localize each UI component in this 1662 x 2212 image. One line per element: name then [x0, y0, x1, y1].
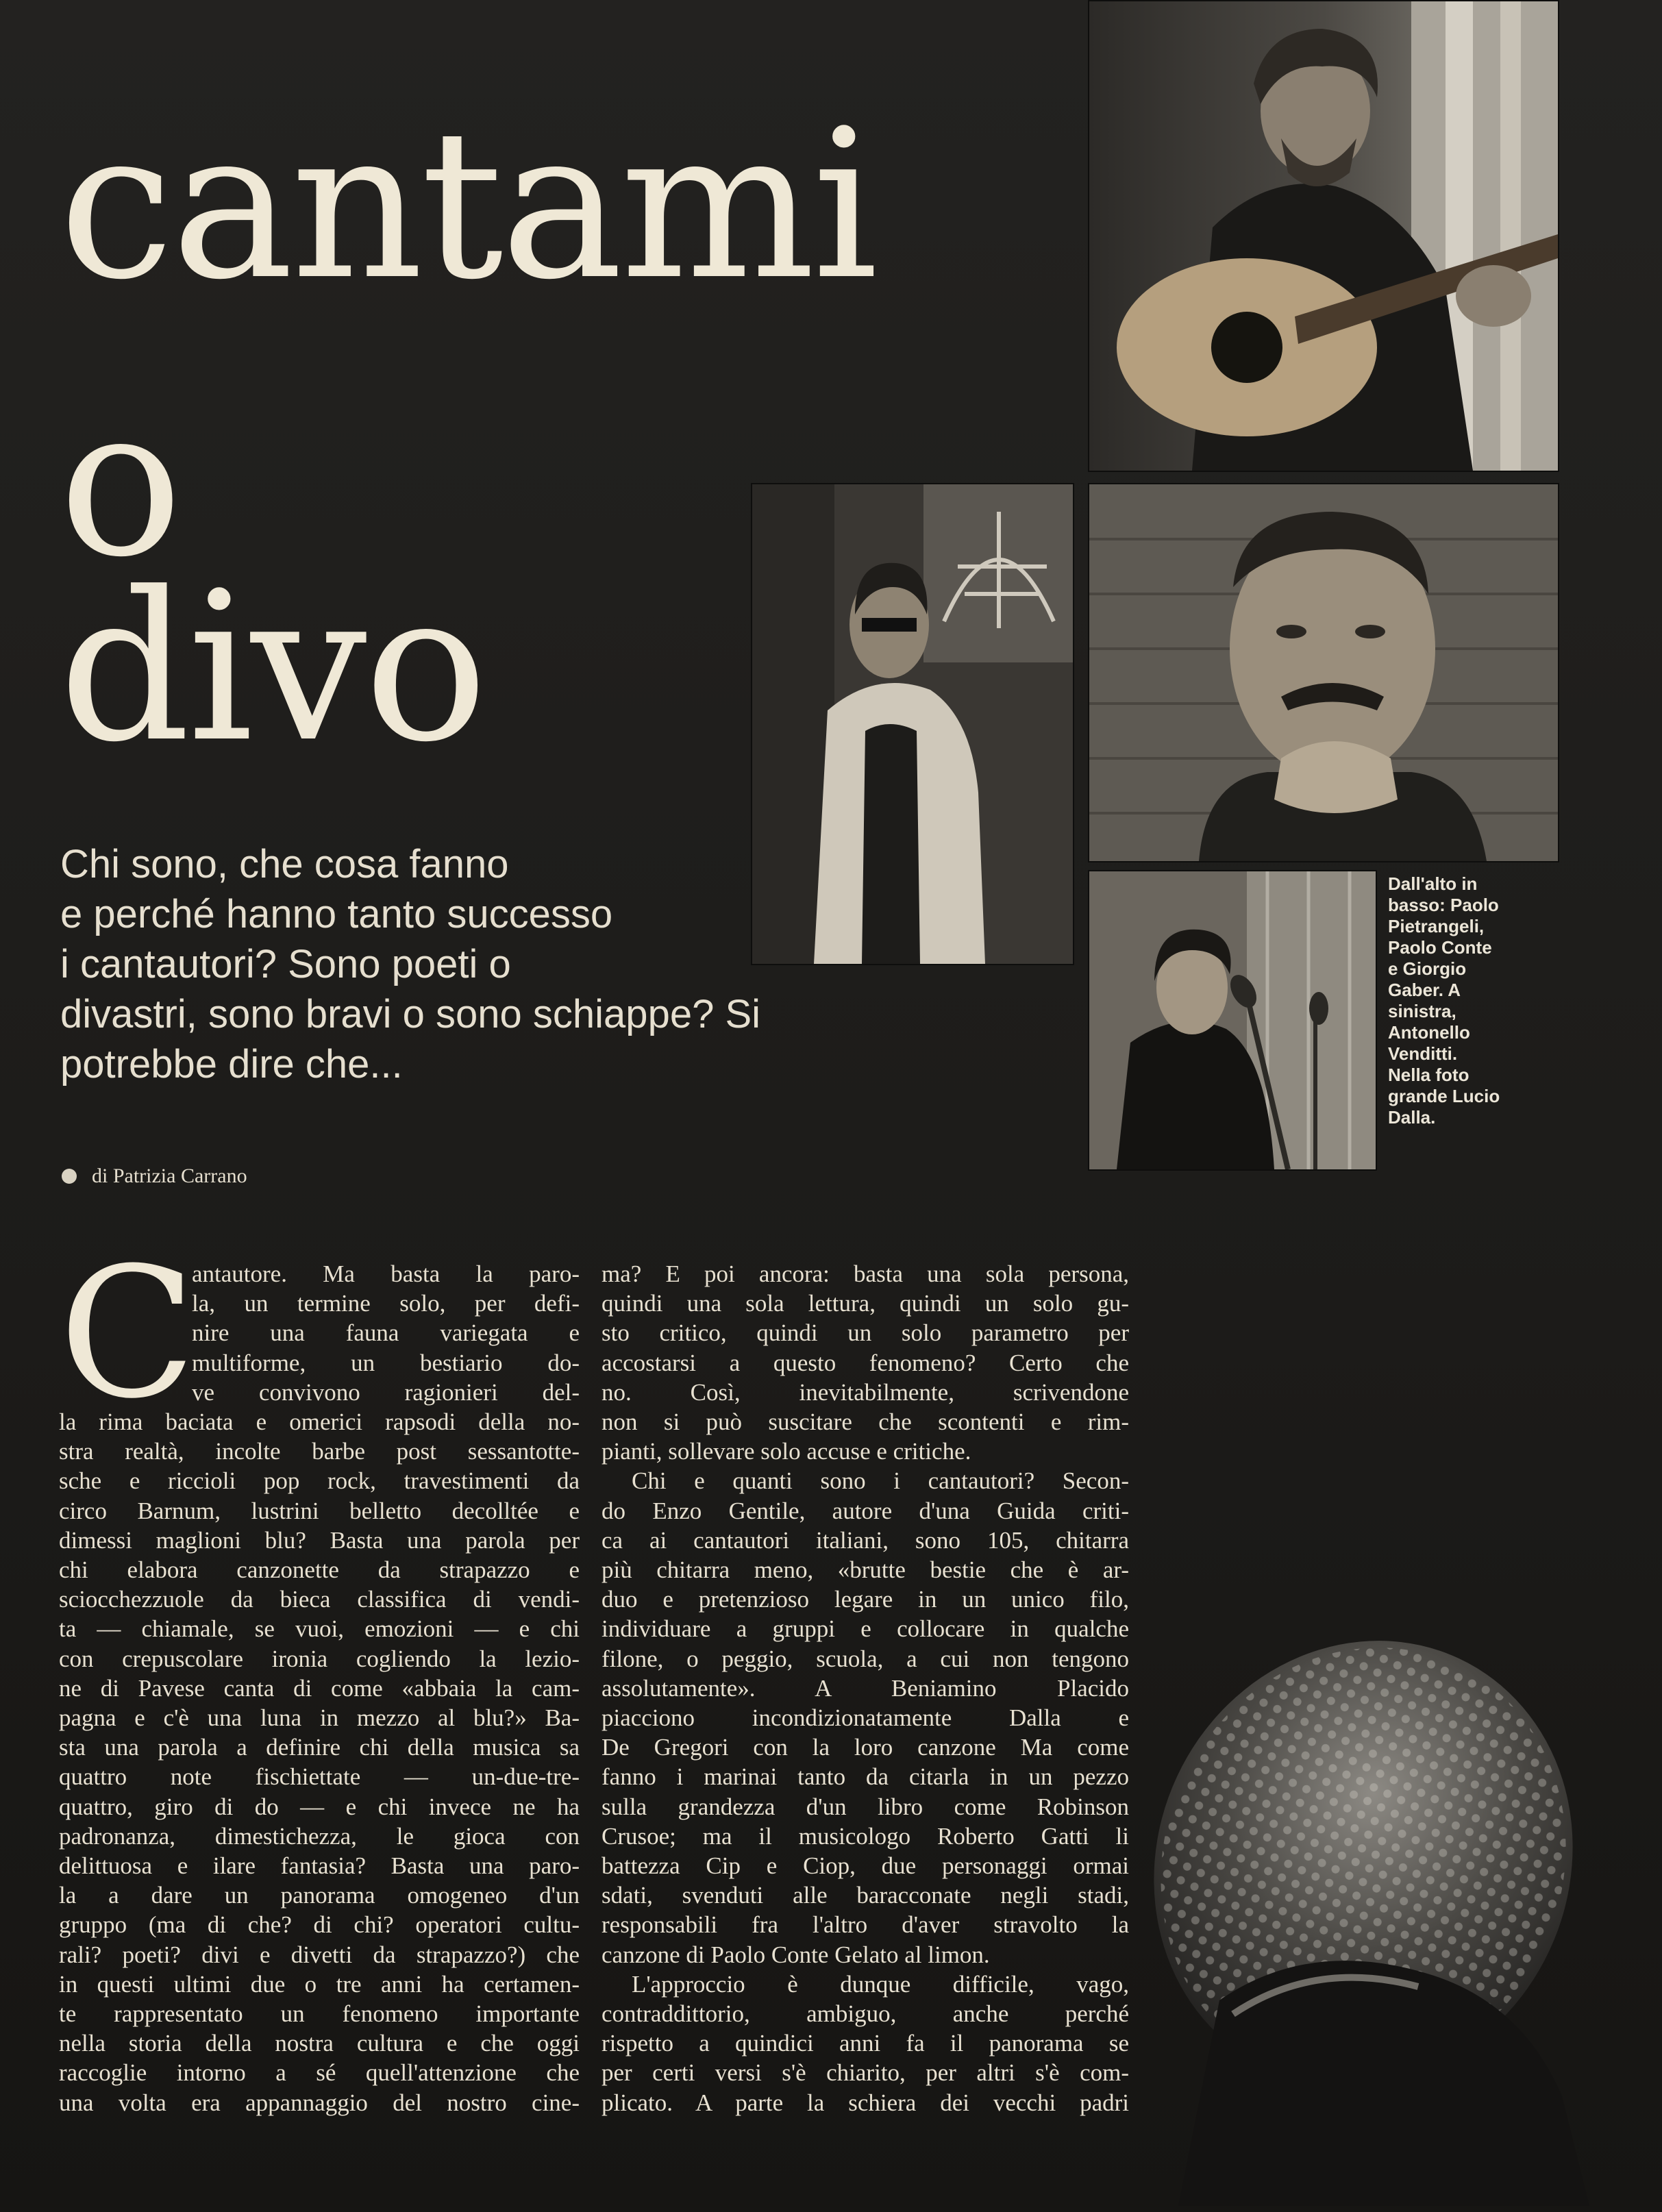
- text-line: stra realtà, incolte barbe post sessantotte-: [59, 1438, 580, 1465]
- text-line: canzone di Paolo Conte Gelato al limon.: [601, 1941, 990, 1968]
- text-line: contraddittorio, ambiguo, anche perché: [601, 2000, 1129, 2028]
- text-line: quattro, giro di do — e chi invece ne ha: [59, 1793, 580, 1820]
- text-line: raccoglie intorno a sé quell'attenzione che: [59, 2059, 580, 2087]
- dek-line: Chi sono, che cosa fanno: [60, 842, 509, 886]
- text-line: pagna e c'è una luna in mezzo al blu?» Ba-: [59, 1704, 580, 1732]
- text-line: De Gregori con la loro canzone Ma come: [601, 1734, 1129, 1761]
- text-line: chi elabora canzonette da strapazzo e: [59, 1556, 580, 1584]
- text-line: piacciono incondizionatamente Dalla e: [601, 1704, 1129, 1732]
- text-line: pianti, sollevare solo accuse e critiche.: [601, 1438, 971, 1465]
- microphone-image: [1137, 1617, 1603, 2206]
- text-line: più chitarra meno, «brutte bestie che è ar-: [601, 1556, 1129, 1584]
- caption-line: Paolo Conte: [1388, 937, 1492, 958]
- text-line: quattro note fischiettate — un-due-tre-: [59, 1763, 580, 1791]
- photo-singer-microphone: [1088, 870, 1377, 1171]
- text-line: te rappresentato un fenomeno importante: [59, 2000, 580, 2028]
- text-line: multiforme, un bestiario do-: [192, 1349, 580, 1376]
- text-line: delittuosa e ilare fantasia? Basta una paro-: [59, 1852, 580, 1880]
- photo-portrait-hand-chin: [1088, 483, 1559, 862]
- headline-word-1: cantami: [59, 86, 876, 325]
- guitarist-image: [1089, 1, 1558, 471]
- text-line: quindi una sola lettura, quindi un solo gu-: [601, 1290, 1129, 1317]
- text-line: responsabili fra l'altro d'aver stravolto la: [601, 1911, 1129, 1939]
- text-line: L'approccio è dunque difficile, vago,: [632, 1970, 1129, 1998]
- text-line: rali? poeti? divi e divetti da strapazzo?) che: [59, 1941, 580, 1968]
- text-line: sta una parola a definire chi della musica sa: [59, 1734, 580, 1761]
- text-line: in questi ultimi due o tre anni ha certamen-: [59, 1970, 580, 1998]
- text-line: do Enzo Gentile, autore d'una Guida criti-: [601, 1497, 1129, 1524]
- text-line: una volta era appannaggio del nostro cine-: [59, 2089, 580, 2116]
- text-line: sto critico, quindi un solo parametro per: [601, 1319, 1129, 1347]
- text-line: nire una fauna variegata e: [192, 1319, 580, 1347]
- dek-line: potrebbe dire che...: [60, 1042, 403, 1086]
- photo-caption: [1388, 873, 1511, 1128]
- portrait-hand-chin-image: [1089, 484, 1558, 861]
- byline-text: di Patrizia Carrano: [92, 1165, 247, 1187]
- caption-line: grande Lucio: [1388, 1086, 1500, 1106]
- caption-line: Venditti.: [1388, 1043, 1458, 1064]
- caption-line: Dall'alto in: [1388, 873, 1478, 894]
- bullet-icon: [62, 1169, 77, 1184]
- byline: [62, 1165, 247, 1188]
- text-line: plicato. A parte la schiera dei vecchi padri: [601, 2089, 1129, 2116]
- text-line: ma? E poi ancora: basta una sola persona,: [601, 1260, 1129, 1287]
- caption-line: Antonello: [1388, 1022, 1470, 1043]
- text-line: ve convivono ragionieri del-: [192, 1378, 580, 1406]
- dek-line: i cantautori? Sono poeti o: [60, 942, 511, 986]
- text-line: individuare a gruppi e collocare in qualche: [601, 1615, 1129, 1643]
- text-line: antautore. Ma basta la paro-: [192, 1260, 580, 1287]
- text-line: accostarsi a questo fenomeno? Certo che: [601, 1349, 1129, 1376]
- photo-standing-man: [751, 483, 1074, 965]
- article-column-1: [59, 1229, 580, 2117]
- caption-line: Gaber. A: [1388, 980, 1461, 1000]
- caption-line: Dalla.: [1388, 1107, 1436, 1128]
- drop-cap: C: [59, 1229, 197, 1438]
- caption-line: basso: Paolo: [1388, 895, 1499, 915]
- text-line: non si può suscitare che scontenti e rim-: [601, 1408, 1129, 1436]
- caption-line: sinistra,: [1388, 1001, 1456, 1021]
- caption-line: Pietrangeli,: [1388, 916, 1485, 936]
- text-line: sulla grandezza d'un libro come Robinson: [601, 1793, 1129, 1820]
- text-line: dimessi maglioni blu? Basta una parola per: [59, 1526, 580, 1554]
- text-line: con crepuscolare ironia cogliendo la lezio-: [59, 1645, 580, 1672]
- text-line: per certi versi s'è chiarito, per altri s'è com-: [601, 2059, 1129, 2087]
- text-line: sdati, svenduti alle baracconate negli stadi,: [601, 1882, 1129, 1909]
- text-line: Chi e quanti sono i cantautori? Secon-: [632, 1467, 1129, 1495]
- article-dek: [60, 839, 855, 1089]
- text-line: filone, o peggio, scuola, a cui non tengono: [601, 1645, 1129, 1672]
- article-column-2: [601, 1259, 1129, 2117]
- text-line: nella storia della nostra cultura e che oggi: [59, 2030, 580, 2057]
- standing-man-image: [752, 484, 1073, 964]
- dek-line: e perché hanno tanto successo: [60, 892, 613, 936]
- text-line: sciocchezzuole da bieca classifica di vendi-: [59, 1586, 580, 1613]
- text-line: la rima baciata e omerici rapsodi della no-: [59, 1408, 580, 1436]
- text-line: ca ai cantautori italiani, sono 105, chitarra: [601, 1526, 1129, 1554]
- caption-line: e Giorgio: [1388, 958, 1467, 979]
- text-line: Crusoe; ma il musicologo Roberto Gatti li: [601, 1822, 1129, 1850]
- caption-line: Nella foto: [1388, 1065, 1469, 1085]
- text-line: circo Barnum, lustrini belletto decolltée e: [59, 1497, 580, 1524]
- text-line: duo e pretenzioso legare in un unico filo,: [601, 1586, 1129, 1613]
- text-line: ta — chiamale, se vuoi, emozioni — e chi: [59, 1615, 580, 1643]
- headline-word-2: o: [59, 363, 180, 602]
- dek-line: divastri, sono bravi o sono schiappe? Si: [60, 992, 761, 1036]
- text-line: padronanza, dimestichezza, le gioca con: [59, 1822, 580, 1850]
- text-line: assolutamente». A Beniamino Placido: [601, 1674, 1129, 1702]
- text-line: rispetto a quindici anni fa il panorama se: [601, 2030, 1129, 2057]
- text-line: la a dare un panorama omogeneo d'un: [59, 1882, 580, 1909]
- text-line: no. Così, inevitabilmente, scrivendone: [601, 1378, 1129, 1406]
- headline-word-3: divo: [59, 548, 486, 787]
- photo-guitarist: [1088, 0, 1559, 472]
- text-line: sche e riccioli pop rock, travestimenti da: [59, 1467, 580, 1495]
- singer-microphone-image: [1089, 871, 1376, 1169]
- text-line: ne di Pavese canta di come «abbaia la cam-: [59, 1674, 580, 1702]
- text-line: fanno i marinai tanto da citarla in un pezzo: [601, 1763, 1129, 1791]
- text-line: gruppo (ma di che? di chi? operatori cultu-: [59, 1911, 580, 1939]
- text-line: la, un termine solo, per defi-: [192, 1290, 580, 1317]
- text-line: battezza Cip e Ciop, due personaggi ormai: [601, 1852, 1129, 1880]
